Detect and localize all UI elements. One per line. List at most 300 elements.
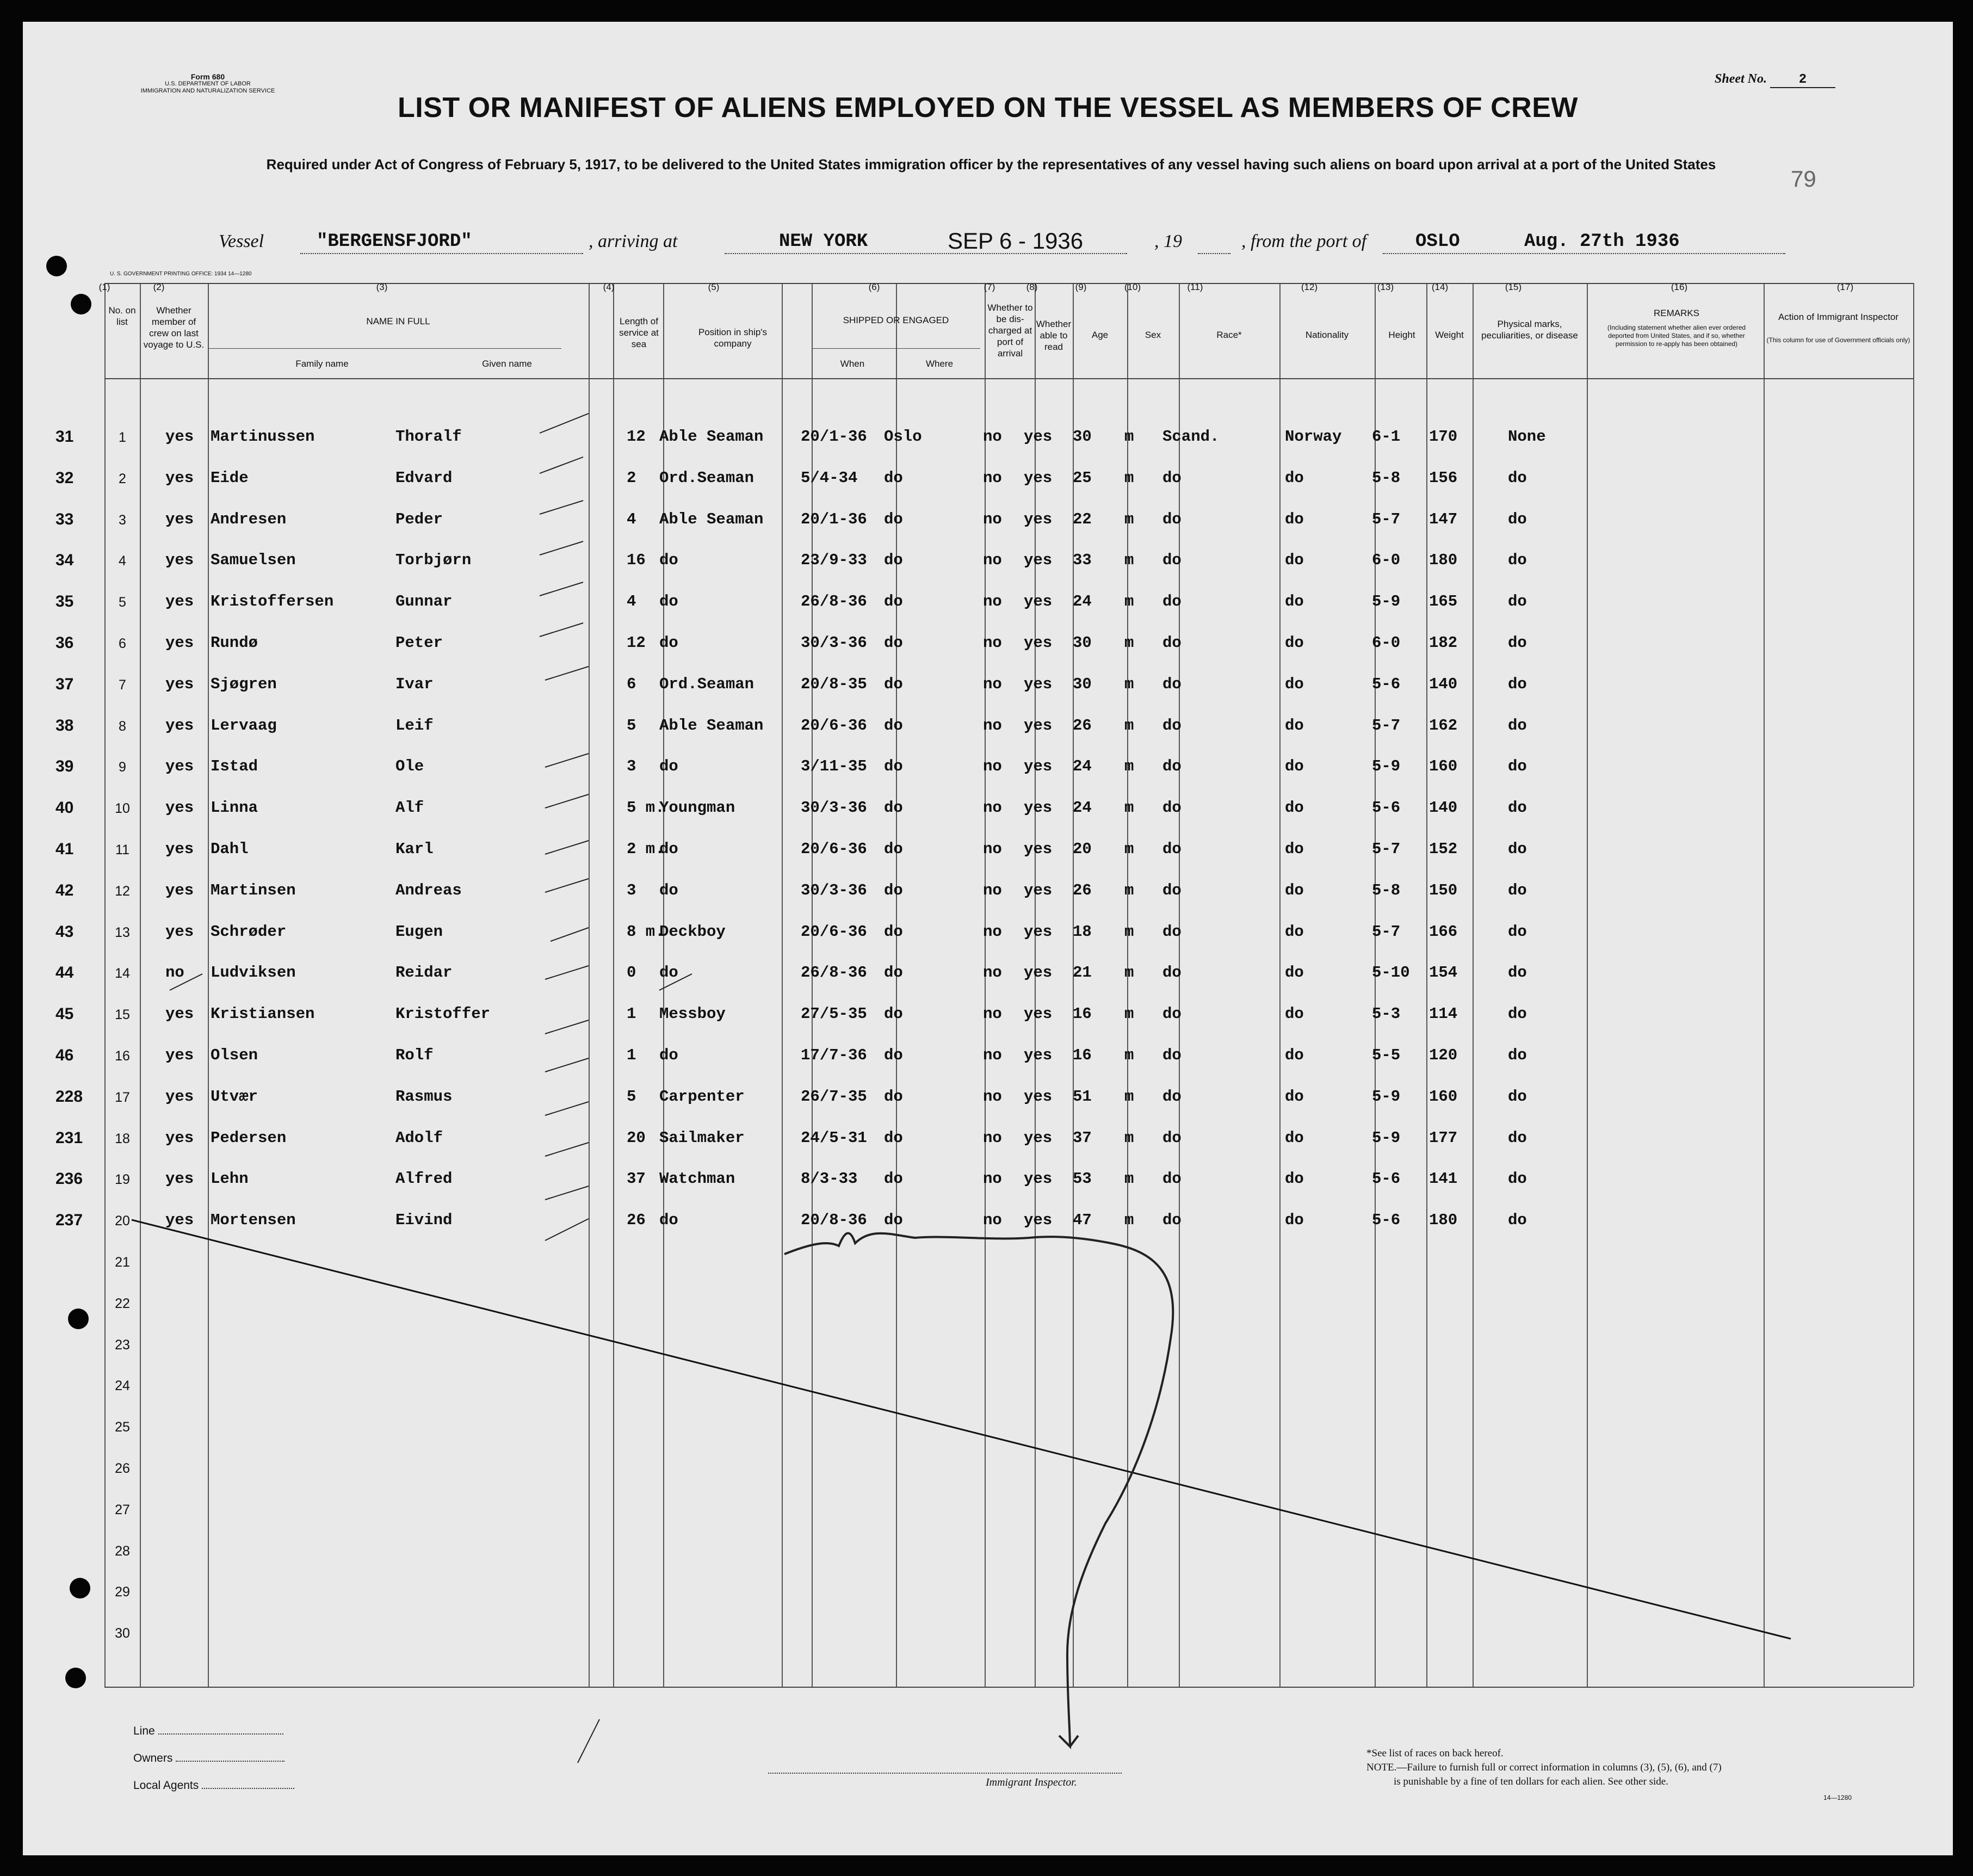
column-number: (8) (1026, 282, 1038, 292)
where-cell: do (884, 1046, 903, 1064)
family-name-cell: Eide (211, 468, 249, 487)
weight-cell: 147 (1429, 510, 1458, 528)
physical-cell: do (1508, 757, 1527, 776)
family-name-cell: Martinsen (211, 881, 296, 899)
column-number: (5) (708, 282, 720, 292)
from-port: OSLO (1415, 231, 1460, 252)
given-name-cell: Torbjørn (395, 551, 472, 570)
sheet-label: Sheet No. (1715, 72, 1767, 86)
height-cell: 5-9 (1372, 757, 1401, 776)
race-cell: do (1162, 757, 1182, 776)
height-cell: 5-9 (1372, 1128, 1401, 1147)
header-where: Where (925, 359, 954, 369)
where-cell: do (884, 593, 903, 611)
member-cell: yes (165, 1046, 194, 1064)
cancellation-line (132, 1220, 1791, 1639)
header-length-service: Length of service at sea (619, 316, 659, 349)
service-cell: 4 (627, 593, 636, 611)
from-label: , from the port of (1241, 231, 1367, 251)
able-to-read-cell: yes (1024, 634, 1053, 652)
row-number: 17 (115, 1089, 130, 1105)
header-name-in-full: NAME IN FULL (366, 316, 430, 326)
height-cell: 5-10 (1372, 964, 1410, 982)
physical-cell: do (1508, 468, 1527, 487)
header-family-name: Family name (295, 359, 349, 369)
check-marks (170, 414, 692, 1763)
department: U.S. DEPARTMENT OF LABOR (165, 81, 251, 87)
margin-number: 40 (55, 799, 74, 817)
physical-cell: do (1508, 922, 1527, 941)
race-cell: do (1162, 675, 1182, 693)
physical-cell: do (1508, 799, 1527, 817)
row-number: 30 (115, 1626, 130, 1642)
race-cell: do (1162, 1128, 1182, 1147)
service-cell: 1 (627, 1005, 636, 1023)
when-cell: 3/11-35 (801, 757, 867, 776)
position-cell: do (659, 757, 678, 776)
discharged-cell: no (983, 634, 1002, 652)
race-cell: do (1162, 922, 1182, 941)
column-number: (4) (603, 282, 615, 292)
where-cell: do (884, 1087, 903, 1106)
race-cell: do (1162, 1211, 1182, 1230)
margin-number: 41 (55, 840, 74, 858)
inspector-label: Immigrant Inspector. (986, 1776, 1077, 1788)
sex-cell: m (1124, 964, 1134, 982)
where-cell: do (884, 675, 903, 693)
page-subtitle: Required under Act of Congress of February 5, 1917, to be delivered to the United States immigration officer by the representatives of any vessel having such aliens on board upon arrival at a port of the United States (266, 156, 1716, 172)
height-cell: 5-9 (1372, 593, 1401, 611)
race-cell: do (1162, 799, 1182, 817)
row-number: 9 (119, 760, 126, 775)
when-cell: 20/6-36 (801, 716, 867, 735)
age-cell: 33 (1073, 551, 1092, 570)
weight-cell: 162 (1429, 716, 1458, 735)
race-cell: do (1162, 1046, 1182, 1064)
row-number: 16 (115, 1048, 130, 1064)
when-cell: 8/3-33 (801, 1170, 858, 1188)
column-number: (14) (1431, 282, 1449, 292)
sex-cell: m (1124, 1046, 1134, 1064)
margin-number: 45 (55, 1005, 74, 1023)
punch-hole (71, 294, 91, 314)
form-code: 14—1280 (1823, 1794, 1852, 1801)
when-cell: 27/5-35 (801, 1005, 867, 1023)
when-cell: 30/3-36 (801, 799, 867, 817)
sex-cell: m (1124, 757, 1134, 776)
member-cell: yes (165, 799, 194, 817)
physical-cell: do (1508, 1211, 1527, 1230)
year-label: , 19 (1154, 231, 1182, 251)
member-cell: yes (165, 716, 194, 735)
sex-cell: m (1124, 1170, 1134, 1188)
sex-cell: m (1124, 468, 1134, 487)
column-number: (12) (1301, 282, 1318, 292)
discharged-cell: no (983, 510, 1002, 528)
race-cell: do (1162, 468, 1182, 487)
position-cell: Sailmaker (659, 1128, 745, 1147)
row-number: 14 (115, 966, 130, 982)
header-race: Race* (1216, 330, 1242, 340)
sex-cell: m (1124, 922, 1134, 941)
row-number: 13 (115, 924, 130, 940)
age-cell: 18 (1073, 922, 1092, 941)
position-cell: do (659, 634, 678, 652)
row-number: 15 (115, 1007, 130, 1023)
nationality-cell: do (1285, 881, 1304, 899)
age-cell: 51 (1073, 1087, 1092, 1106)
position-cell: do (659, 964, 678, 982)
where-cell: do (884, 716, 903, 735)
family-name-cell: Utvær (211, 1087, 258, 1106)
weight-cell: 182 (1429, 634, 1458, 652)
discharged-cell: no (983, 799, 1002, 817)
page-stamp-number: 79 (1791, 166, 1816, 192)
family-name-cell: Samuelsen (211, 551, 296, 570)
row-number: 3 (119, 512, 126, 528)
row-number: 5 (119, 595, 126, 610)
able-to-read-cell: yes (1024, 881, 1053, 899)
punch-hole (70, 1578, 90, 1599)
given-name-cell: Peder (395, 510, 443, 528)
when-cell: 20/1-36 (801, 510, 867, 528)
service-cell: 6 (627, 675, 636, 693)
member-cell: yes (165, 634, 194, 652)
family-name-cell: Martinussen (211, 428, 315, 446)
given-name-cell: Peter (395, 634, 443, 652)
member-cell: yes (165, 551, 194, 570)
sex-cell: m (1124, 799, 1134, 817)
family-name-cell: Kristiansen (211, 1005, 315, 1023)
given-name-cell: Alfred (395, 1170, 453, 1188)
header-nationality: Nationality (1305, 330, 1349, 340)
service-cell: 16 (627, 551, 646, 570)
when-cell: 24/5-31 (801, 1128, 867, 1147)
given-name-cell: Alf (395, 799, 424, 817)
physical-cell: do (1508, 593, 1527, 611)
family-name-cell: Kristoffersen (211, 593, 334, 611)
where-cell: do (884, 1005, 903, 1023)
punch-hole (65, 1668, 86, 1688)
physical-cell: do (1508, 510, 1527, 528)
given-name-cell: Karl (395, 840, 434, 858)
race-cell: do (1162, 716, 1182, 735)
sex-cell: m (1124, 840, 1134, 858)
sail-date: Aug. 27th 1936 (1524, 231, 1680, 252)
weight-cell: 160 (1429, 1087, 1458, 1106)
row-number: 25 (115, 1420, 130, 1435)
vessel-label: Vessel (219, 231, 264, 251)
given-name-cell: Rolf (395, 1046, 434, 1064)
weight-cell: 154 (1429, 964, 1458, 982)
row-number: 23 (115, 1337, 130, 1353)
line-label: Line (133, 1725, 155, 1737)
weight-cell: 120 (1429, 1046, 1458, 1064)
header-position: Position in ship's company (698, 327, 768, 349)
row-number: 11 (115, 842, 129, 857)
header-remarks-sub: (Including statement whether alien ever ordered deported from United States, and if so, whether permission to re-apply has been obtained) (1607, 324, 1746, 348)
header-action-title: Action of Immigrant Inspector (1778, 312, 1899, 322)
sex-cell: m (1124, 634, 1134, 652)
manifest-sheet (23, 22, 1953, 1855)
given-name-cell: Kristoffer (395, 1005, 491, 1023)
where-cell: do (884, 634, 903, 652)
age-cell: 30 (1073, 675, 1092, 693)
header-weight: Weight (1435, 330, 1464, 340)
able-to-read-cell: yes (1024, 1046, 1053, 1064)
where-cell: do (884, 840, 903, 858)
physical-cell: do (1508, 1087, 1527, 1106)
note-races: *See list of races on back hereof. (1366, 1748, 1504, 1759)
height-cell: 5-8 (1372, 881, 1401, 899)
row-number: 10 (115, 801, 130, 817)
where-cell: do (884, 1211, 903, 1230)
able-to-read-cell: yes (1024, 428, 1053, 446)
sex-cell: m (1124, 1128, 1134, 1147)
column-number: (10) (1124, 282, 1141, 292)
weight-cell: 180 (1429, 551, 1458, 570)
service-cell: 5 (627, 1087, 636, 1106)
when-cell: 20/6-36 (801, 922, 867, 941)
able-to-read-cell: yes (1024, 1005, 1053, 1023)
able-to-read-cell: yes (1024, 675, 1053, 693)
age-cell: 16 (1073, 1005, 1092, 1023)
height-cell: 5-6 (1372, 799, 1401, 817)
sex-cell: m (1124, 593, 1134, 611)
given-name-cell: Adolf (395, 1128, 443, 1147)
header-age: Age (1091, 330, 1109, 340)
where-cell: do (884, 757, 903, 776)
sex-cell: m (1124, 510, 1134, 528)
member-cell: yes (165, 428, 194, 446)
row-number: 28 (115, 1543, 130, 1559)
header-when: When (840, 359, 865, 369)
service-cell: 20 (627, 1128, 646, 1147)
header-shipped: SHIPPED OR ENGAGED (843, 315, 949, 325)
age-cell: 30 (1073, 428, 1092, 446)
row-number: 2 (119, 471, 126, 486)
age-cell: 21 (1073, 964, 1092, 982)
margin-number: 38 (55, 716, 74, 735)
service-cell: 2 m. (627, 840, 665, 858)
nationality-cell: do (1285, 1005, 1304, 1023)
member-cell: yes (165, 1211, 194, 1230)
where-cell: do (884, 468, 903, 487)
when-cell: 20/1-36 (801, 428, 867, 446)
sex-cell: m (1124, 716, 1134, 735)
discharged-cell: no (983, 1128, 1002, 1147)
age-cell: 47 (1073, 1211, 1092, 1230)
position-cell: Able Seaman (659, 428, 764, 446)
nationality-cell: do (1285, 675, 1304, 693)
when-cell: 26/7-35 (801, 1087, 867, 1106)
weight-cell: 141 (1429, 1170, 1458, 1188)
where-cell: do (884, 1128, 903, 1147)
member-cell: yes (165, 468, 194, 487)
race-cell: do (1162, 1170, 1182, 1188)
physical-cell: None (1508, 428, 1546, 446)
when-cell: 20/8-35 (801, 675, 867, 693)
nationality-cell: do (1285, 551, 1304, 570)
physical-cell: do (1508, 675, 1527, 693)
column-number: (1) (98, 282, 110, 292)
nationality-cell: do (1285, 964, 1304, 982)
row-number: 29 (115, 1584, 130, 1600)
row-number: 22 (115, 1295, 130, 1311)
row-number: 1 (119, 430, 126, 445)
nationality-cell: do (1285, 468, 1304, 487)
service-cell: 37 (627, 1170, 646, 1188)
nationality-cell: do (1285, 1170, 1304, 1188)
race-cell: do (1162, 1005, 1182, 1023)
family-name-cell: Dahl (211, 840, 249, 858)
where-cell: do (884, 881, 903, 899)
race-cell: do (1162, 964, 1182, 982)
race-cell: Scand. (1162, 428, 1220, 446)
height-cell: 5-7 (1372, 922, 1401, 941)
height-cell: 5-6 (1372, 1170, 1401, 1188)
height-cell: 5-3 (1372, 1005, 1401, 1023)
physical-cell: do (1508, 881, 1527, 899)
row-number: 19 (115, 1172, 130, 1188)
member-cell: yes (165, 1005, 194, 1023)
nationality-cell: do (1285, 593, 1304, 611)
sex-cell: m (1124, 1005, 1134, 1023)
service-cell: 3 (627, 757, 636, 776)
column-number: (11) (1187, 282, 1203, 292)
header-height: Height (1388, 330, 1415, 340)
inspector-signature (784, 1233, 1173, 1747)
arriving-port: NEW YORK (779, 231, 868, 252)
member-cell: yes (165, 510, 194, 528)
column-number: (9) (1075, 282, 1087, 292)
row-number: 21 (115, 1255, 130, 1270)
punch-hole (46, 256, 67, 276)
given-name-cell: Ivar (395, 675, 434, 693)
position-cell: do (659, 1211, 678, 1230)
able-to-read-cell: yes (1024, 922, 1053, 941)
column-number: (3) (376, 282, 388, 292)
margin-number: 32 (55, 468, 74, 487)
discharged-cell: no (983, 1005, 1002, 1023)
physical-cell: do (1508, 551, 1527, 570)
margin-number: 35 (55, 593, 74, 611)
physical-cell: do (1508, 1005, 1527, 1023)
when-cell: 20/8-36 (801, 1211, 867, 1230)
margin-number: 231 (55, 1128, 83, 1147)
nationality-cell: do (1285, 922, 1304, 941)
family-name-cell: Lervaag (211, 716, 277, 735)
member-cell: yes (165, 1128, 194, 1147)
row-number: 12 (115, 883, 130, 899)
weight-cell: 166 (1429, 922, 1458, 941)
position-cell: Ord.Seaman (659, 468, 754, 487)
age-cell: 16 (1073, 1046, 1092, 1064)
nationality-cell: do (1285, 799, 1304, 817)
position-cell: do (659, 881, 678, 899)
family-name-cell: Lehn (211, 1170, 249, 1188)
local-agents-label: Local Agents (133, 1779, 199, 1792)
age-cell: 26 (1073, 881, 1092, 899)
column-number: (2) (153, 282, 165, 292)
discharged-cell: no (983, 716, 1002, 735)
given-name-cell: Eivind (395, 1211, 453, 1230)
height-cell: 5-7 (1372, 716, 1401, 735)
race-cell: do (1162, 593, 1182, 611)
able-to-read-cell: yes (1024, 757, 1053, 776)
weight-cell: 114 (1429, 1005, 1458, 1023)
header-discharged: Whether to be dis-charged at port of arrival (987, 303, 1033, 359)
margin-number: 34 (55, 551, 74, 570)
when-cell: 17/7-36 (801, 1046, 867, 1064)
header-remarks-title: REMARKS (1653, 308, 1700, 318)
sheet-value: 2 (1770, 72, 1835, 88)
height-cell: 5-6 (1372, 1211, 1401, 1230)
weight-cell: 170 (1429, 428, 1458, 446)
able-to-read-cell: yes (1024, 468, 1053, 487)
position-cell: do (659, 551, 678, 570)
nationality-cell: do (1285, 634, 1304, 652)
margin-number: 33 (55, 510, 74, 528)
discharged-cell: no (983, 675, 1002, 693)
race-cell: do (1162, 510, 1182, 528)
where-cell: do (884, 510, 903, 528)
service-cell: 5 m. (627, 799, 665, 817)
when-cell: 26/8-36 (801, 593, 867, 611)
where-cell: do (884, 551, 903, 570)
when-cell: 20/6-36 (801, 840, 867, 858)
nationality-cell: Norway (1285, 428, 1342, 446)
able-to-read-cell: yes (1024, 1170, 1053, 1188)
position-cell: do (659, 1046, 678, 1064)
row-number: 7 (119, 677, 126, 693)
service-cell: 2 (627, 468, 636, 487)
family-name-cell: Ludviksen (211, 964, 296, 982)
discharged-cell: no (983, 428, 1002, 446)
sex-cell: m (1124, 551, 1134, 570)
family-name-cell: Schrøder (211, 922, 287, 941)
row-number: 24 (115, 1378, 130, 1394)
service-cell: 3 (627, 881, 636, 899)
position-cell: Carpenter (659, 1087, 745, 1106)
row-number: 8 (119, 718, 126, 734)
position-cell: Youngman (659, 799, 735, 817)
service-cell: 0 (627, 964, 636, 982)
arriving-label: , arriving at (589, 231, 678, 251)
race-cell: do (1162, 634, 1182, 652)
member-cell: yes (165, 1087, 194, 1106)
physical-cell: do (1508, 716, 1527, 735)
physical-cell: do (1508, 1128, 1527, 1147)
height-cell: 6-0 (1372, 634, 1401, 652)
able-to-read-cell: yes (1024, 1128, 1053, 1147)
column-number: (13) (1377, 282, 1394, 292)
header-able-read: Whether able to read (1036, 319, 1072, 352)
discharged-cell: no (983, 757, 1002, 776)
column-number: (7) (984, 282, 995, 292)
weight-cell: 177 (1429, 1128, 1458, 1147)
position-cell: Ord.Seaman (659, 675, 754, 693)
member-cell: yes (165, 593, 194, 611)
able-to-read-cell: yes (1024, 964, 1053, 982)
family-name-cell: Rundø (211, 634, 258, 652)
annotations-overlay (23, 22, 1953, 1855)
margin-number: 46 (55, 1046, 74, 1064)
header-given-name: Given name (482, 359, 532, 369)
given-name-cell: Rasmus (395, 1087, 453, 1106)
height-cell: 5-9 (1372, 1087, 1401, 1106)
member-cell: yes (165, 1170, 194, 1188)
